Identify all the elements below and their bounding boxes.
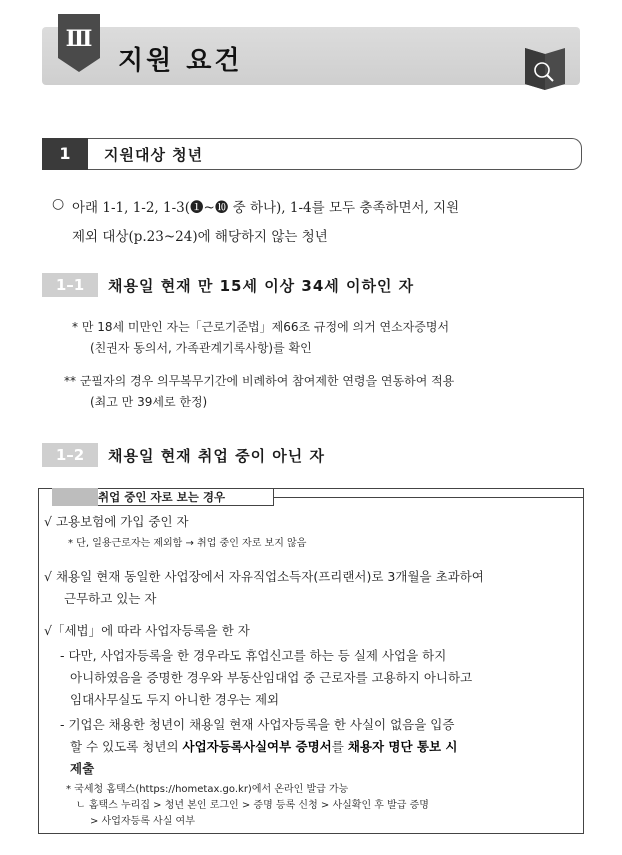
box-dash-2-line-3: 제출: [70, 761, 95, 776]
subsection-number-1-1: 1–1: [42, 273, 98, 297]
subsection-title-1-2: 채용일 현재 취업 중이 아닌 자: [108, 447, 325, 465]
box-item-1-note: * 단, 일용근로자는 제외함 → 취업 중인 자로 보지 않음: [68, 538, 307, 549]
dash-2-emphasis-notice: 채용자 명단 통보 시: [347, 739, 458, 754]
intro-line-1: 아래 1-1, 1-2, 1-3(❶~❿ 중 하나), 1-4를 모두 충족하면서, 지원: [72, 200, 460, 216]
box-dash-1-line-1: - 다만, 사업자등록을 한 경우라도 휴업신고를 하는 등 실제 사업을 하지: [60, 648, 447, 663]
box-dash-1-line-2: 아니하였음을 증명한 경우와 부동산임대업 중 근로자를 고용하지 아니하고: [70, 670, 473, 685]
note-2-line-1: ** 군필자의 경우 의무복무기간에 비례하여 참여제한 연령을 연동하여 적용: [64, 374, 455, 388]
box-dash-2-line-2: [70, 738, 457, 756]
note-1-line-2: (친권자 동의서, 가족관계기록사항)를 확인: [90, 341, 312, 355]
condition-box-title: 취업 중인 자로 보는 경우: [98, 490, 226, 504]
subsection-title-1-1: 채용일 현재 만 15세 이상 34세 이하인 자: [108, 277, 415, 295]
note-1-line-1: * 만 18세 미만인 자는「근로기준법」제66조 규정에 의거 연소자증명서: [72, 320, 450, 334]
box-item-1: √ 고용보험에 가입 중인 자: [44, 514, 189, 529]
condition-box-tab-marker: [52, 488, 98, 506]
chapter-title: 지원 요건: [118, 46, 243, 76]
search-book-icon: [521, 40, 569, 90]
note-2-line-2: (최고 만 39세로 한정): [90, 395, 208, 409]
box-note-c: > 사업자등록 사실 여부: [90, 816, 195, 827]
condition-box-divider: [274, 497, 584, 498]
box-dash-1-line-3: 임대사무실도 두지 아니한 경우는 제외: [70, 692, 280, 707]
box-note-a: * 국세청 홈택스(https://hometax.go.kr)에서 온라인 발급 가능: [66, 784, 349, 795]
dash-2-text-a: 할 수 있도록 청년의: [70, 739, 183, 754]
subsection-number-1-2: 1–2: [42, 443, 98, 467]
box-item-2-line-1: √ 채용일 현재 동일한 사업장에서 자유직업소득자(프리랜서)로 3개월을 초과하여: [44, 569, 484, 584]
box-note-b: ㄴ 홈택스 누리집 > 청년 본인 로그인 > 증명 등록 신청 > 사실확인 후 발급 증명: [76, 800, 429, 811]
dash-2-text-c: 를: [331, 739, 348, 754]
chapter-badge: [58, 14, 100, 72]
dash-2-emphasis-certificate: 사업자등록사실여부 증명서: [182, 739, 332, 754]
intro-bullet: ○: [52, 196, 65, 212]
box-item-3: √「세법」에 따라 사업자등록을 한 자: [44, 623, 250, 638]
section-title: 지원대상 청년: [104, 146, 204, 164]
intro-line-2: 제외 대상(p.23~24)에 해당하지 않는 청년: [72, 229, 328, 245]
box-dash-2-line-1: - 기업은 채용한 청년이 채용일 현재 사업자등록을 한 사실이 없음을 입증: [60, 717, 455, 732]
box-item-2-line-2: 근무하고 있는 자: [64, 591, 157, 606]
section-number: 1: [42, 138, 88, 170]
chapter-number: Ⅲ: [65, 26, 93, 52]
